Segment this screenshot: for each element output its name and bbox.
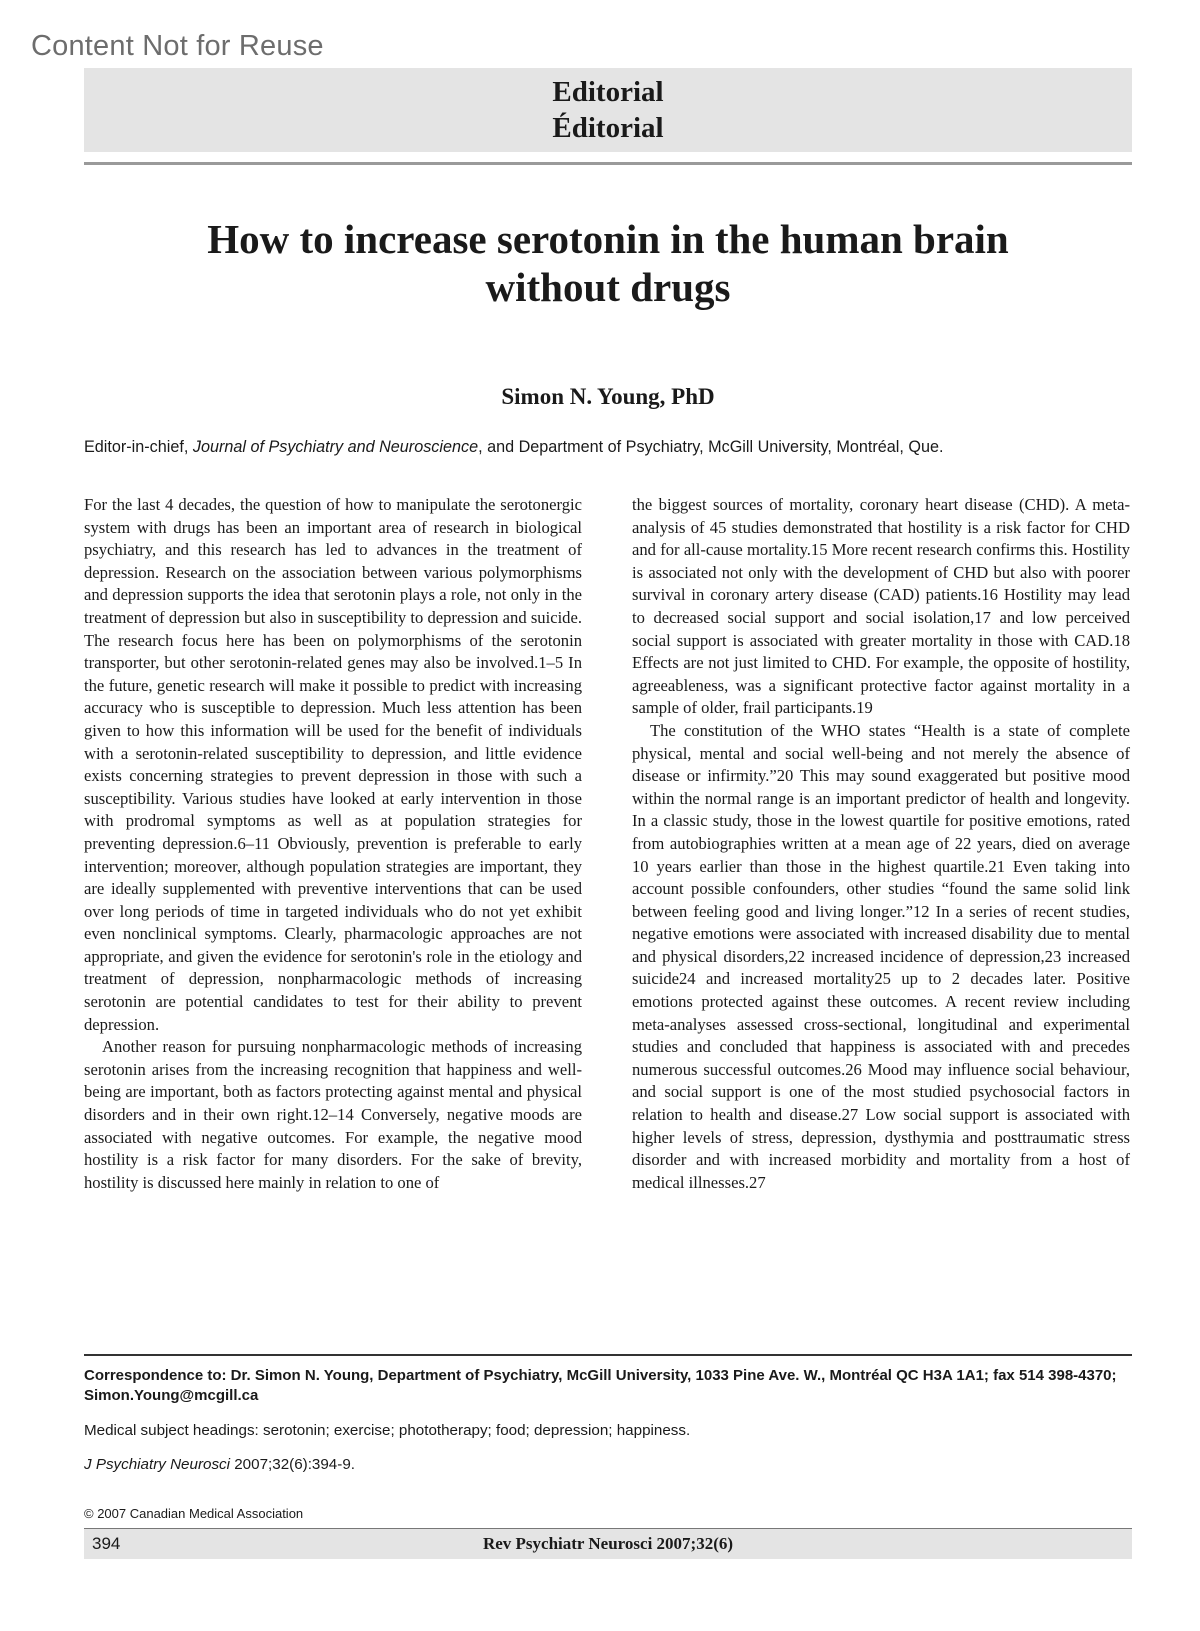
article-title-line-1: How to increase serotonin in the human brain bbox=[207, 216, 1009, 262]
watermark: Content Not for Reuse bbox=[31, 30, 324, 62]
running-head: Rev Psychiatr Neurosci 2007;32(6) bbox=[482, 1534, 734, 1553]
page-footer-band bbox=[84, 1528, 1132, 1559]
affiliation-suffix: , and Department of Psychiatry, McGill University, Montréal, Que. bbox=[478, 438, 944, 456]
affiliation-prefix: Editor-in-chief, bbox=[84, 438, 193, 456]
section-divider bbox=[84, 162, 1132, 165]
correspondence: Correspondence to: Dr. Simon N. Young, Department of Psychiatry, McGill University, 1033 Pine Ave. W., Montréal QC H3A 1A1; fax 514 398-4370; Simon.Young@mcgill.ca bbox=[84, 1367, 1117, 1404]
citation-details: 2007;32(6):394-9. bbox=[230, 1456, 355, 1473]
author-affiliation bbox=[84, 438, 1144, 457]
body-column-left bbox=[84, 494, 582, 1194]
subject-headings: Medical subject headings: serotonin; exercise; phototherapy; food; depression; happiness. bbox=[84, 1422, 691, 1439]
article-title-line-2: without drugs bbox=[485, 264, 731, 310]
page-number: 394 bbox=[92, 1534, 121, 1553]
section-heading-english: Editorial bbox=[552, 76, 664, 108]
article-title bbox=[84, 215, 1132, 311]
copyright: © 2007 Canadian Medical Association bbox=[84, 1506, 304, 1521]
paragraph: For the last 4 decades, the question of how to manipulate the serotonergic system with drugs has been an important area of research in biological psychiatry, and this research has led to advances in the treatment of depression. Research on the association between various polymorphisms and depression supports the idea that serotonin plays a role, not only in the treatment of depression but also in susceptibility to depression and suicide. The research focus here has been on polymorphisms of the serotonin transporter, but other serotonin-related genes may also be involved.1–5 In the future, genetic research will make it possible to predict with increasing accuracy who is susceptible to depression. Much less attention has been given to how this information will be used for the benefit of individuals with a serotonin-related susceptibility to depression, and little evidence exists concerning strategies to prevent depression in those with such a susceptibility. Various studies have looked at early intervention in those with prodromal symptoms as well as at population strategies for preventing depression.6–11 Obviously, prevention is preferable to early intervention; moreover, although population strategies are important, they are ideally supplemented with preventive interventions that can be used over long periods of time in targeted individuals who do not yet exhibit even nonclinical symptoms. Clearly, pharmacologic approaches are not appropriate, and given the evidence for serotonin's role in the etiology and treatment of depression, nonpharmacologic methods of increasing serotonin are potential candidates to test for their ability to prevent depression. bbox=[84, 495, 582, 1034]
citation bbox=[84, 1456, 1132, 1473]
section-heading-french: Éditorial bbox=[552, 112, 664, 144]
paragraph: Another reason for pursuing nonpharmacologic methods of increasing serotonin arises from the increasing recognition that happiness and well-being are important, both as factors protecting against mental and physical disorders and in their own right.12–14 Conversely, negative moods are associated with negative outcomes. For example, the negative mood hostility is a risk factor for many disorders. For the sake of brevity, hostility is discussed here mainly in relation to one of bbox=[84, 1037, 582, 1192]
paragraph: The constitution of the WHO states “Health is a state of complete physical, mental and social well-being and not merely the absence of disease or infirmity.”20 This may sound exaggerated but positive mood within the normal range is an important predictor of health and longevity. In a classic study, those in the lowest quartile for positive emotions, rated from autobiographies written at a mean age of 22 years, died on average 10 years earlier than those in the highest quartile.21 Even taking into account possible confounders, other studies “found the same solid link between feeling good and living longer.”12 In a series of recent studies, negative emotions were associated with increased disability due to mental and physical disorders,22 increased incidence of depression,23 increased suicide24 and increased mortality25 up to 2 decades later. Positive emotions protected against these outcomes. A recent review including meta-analyses assessed cross-sectional, longitudinal and experimental studies and concluded that happiness is associated with and precedes numerous successful outcomes.26 Mood may influence social behaviour, and social support is one of the most studied psychosocial factors in relation to health and disease.27 Low social support is associated with higher levels of stress, depression, dysthymia and posttraumatic stress disorder and with increased morbidity and mortality from a host of medical illnesses.27 bbox=[632, 720, 1130, 1192]
footer-divider bbox=[84, 1354, 1132, 1356]
author-name: Simon N. Young, PhD bbox=[501, 384, 715, 409]
body-column-right bbox=[632, 494, 1130, 1194]
paragraph: the biggest sources of mortality, coronary heart disease (CHD). A meta-analysis of 45 studies demonstrated that hostility is a risk factor for CHD and for all-cause mortality.15 More recent research confirms this. Hostility is associated not only with the development of CHD but also with poorer survival in coronary artery disease (CAD) patients.16 Hostility may lead to decreased social support and social isolation,17 and low perceived social support is associated with greater mortality in those with CAD.18 Effects are not just limited to CHD. For example, the opposite of hostility, agreeableness, was a significant protective factor against mortality in a sample of older, frail participants.19 bbox=[632, 495, 1130, 718]
citation-journal: J Psychiatry Neurosci bbox=[84, 1456, 231, 1473]
section-heading-band bbox=[84, 68, 1132, 152]
affiliation-journal: Journal of Psychiatry and Neuroscience bbox=[192, 438, 479, 456]
